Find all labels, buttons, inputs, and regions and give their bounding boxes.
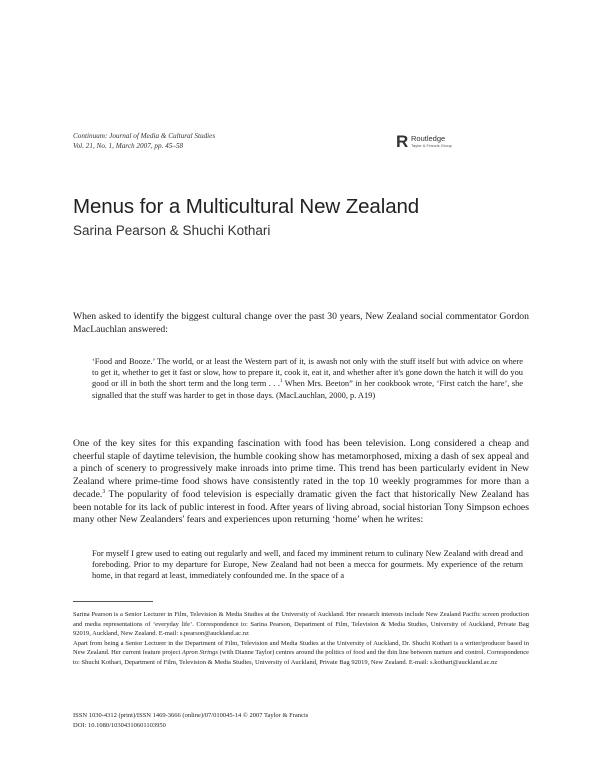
journal-name: Continuum: Journal of Media & Cultural Studies — [73, 132, 216, 140]
block-quote-simpson: For myself I grew used to eating out regularly and well, and faced my imminent return to culinary New Zealand with dread and foreboding. Prior to my departure for Europe, New Zealand had not been a mecca for gourmets. My experience of the return home, in that regard at least, immediately confounded me. In the space of a — [92, 549, 523, 581]
note-text: Apart from being a Senior Lecturer in the Department of Film, Television and Media Studies at the University of Auckland, Dr. Shuchi Kothari is a writer/producer based in New Zealand. Her current feature project — [73, 639, 529, 656]
note-text-tail: (with Dianne Taylor) centres around the politics of food and the thin line between nurture and control. Correspondence to: Shuchi Kothari, Department of Film, Television & Media Studies, University of Auckland, Private Bag 92019, New Zealand. E-mail: s.kothari@auckland.ac.nz — [73, 649, 529, 666]
doi-line: DOI: 10.1080/10304310601103950 — [73, 721, 166, 729]
publication-info — [73, 711, 308, 730]
paragraph-intro: When asked to identify the biggest cultural change over the past 30 years, New Zealand social commentator Gordon MacLauchlan answered: — [73, 311, 529, 335]
block-quote-maclauchlan — [92, 356, 523, 401]
footnote-ref: 1 — [279, 379, 283, 385]
author-note-kothari — [73, 639, 529, 668]
journal-volume: Vol. 21, No. 1, March 2007, pp. 45–58 — [73, 142, 184, 150]
routledge-logo-icon: R — [396, 132, 409, 151]
quote-text-tail: When Mrs. Beeton” in her cookbook wrote, ‘First catch the hare’, she signalled that the stuff was harder to get in those days. (MacLauchlan, 2000, p. A19) — [92, 379, 523, 400]
project-title: Apron Strings — [181, 649, 218, 656]
quote-text: ‘Food and Booze.’ The world, or at least the Western part of it, is awash not only with the stuff itself but with advice on where to get it, whether to get it fast or slow, how to prepare it, cook it, eat it, and whether after it's gone down the hatch it will do you good or ill in both the short term and the long term . . . — [92, 357, 523, 389]
publisher-subtitle: Taylor & Francis Group — [411, 143, 452, 148]
issn-line: ISSN 1030-4312 (print)/ISSN 1469-3666 (online)/07/010045-14 © 2007 Taylor & Francis — [73, 712, 309, 719]
author-note-pearson: Sarina Pearson is a Senior Lecturer in Film, Television & Media Studies at the University of Auckland. Her research interests include New Zealand Pacific screen production and media representations of ‘everyday life’. Correspondence to: Sarina Pearson, Department of Film, Television & Media Studies, University of Auckland, Private Bag 92019, Auckland, New Zealand. E-mail: s.pearson@auckland.ac.nz — [73, 611, 529, 637]
paragraph-text-tail: The popularity of food television is especially dramatic given the fact that historically New Zealand has been notable for its lack of public interest in food. After years of living abroad, social historian Tony Simpson echoes many other New Zealanders' fears and experiences upon returning ‘home’ when he writes: — [73, 488, 529, 526]
article-title: Menus for a Multicultural New Zealand — [73, 195, 420, 218]
paragraph-text: One of the key sites for this expanding fascination with food has been television. Long considered a cheap and cheerful staple of daytime television, the humble cooking show has metamorphosed, mixing a dash of sex appeal and a pinch of scenery to progressively make inroads into prime time. This trend has been particularly evident in New Zealand where prime-time food shows have consistently rated in the top 10 weekly programmes for more than a decade. — [73, 438, 529, 500]
author-notes — [73, 610, 529, 667]
footnote-divider — [73, 601, 153, 602]
paragraph-food-television — [73, 438, 529, 527]
journal-citation — [73, 131, 215, 151]
footnote-ref: 3 — [102, 488, 106, 495]
article-authors: Sarina Pearson & Shuchi Kothari — [73, 223, 271, 238]
publisher-name: Routledge — [411, 134, 446, 143]
